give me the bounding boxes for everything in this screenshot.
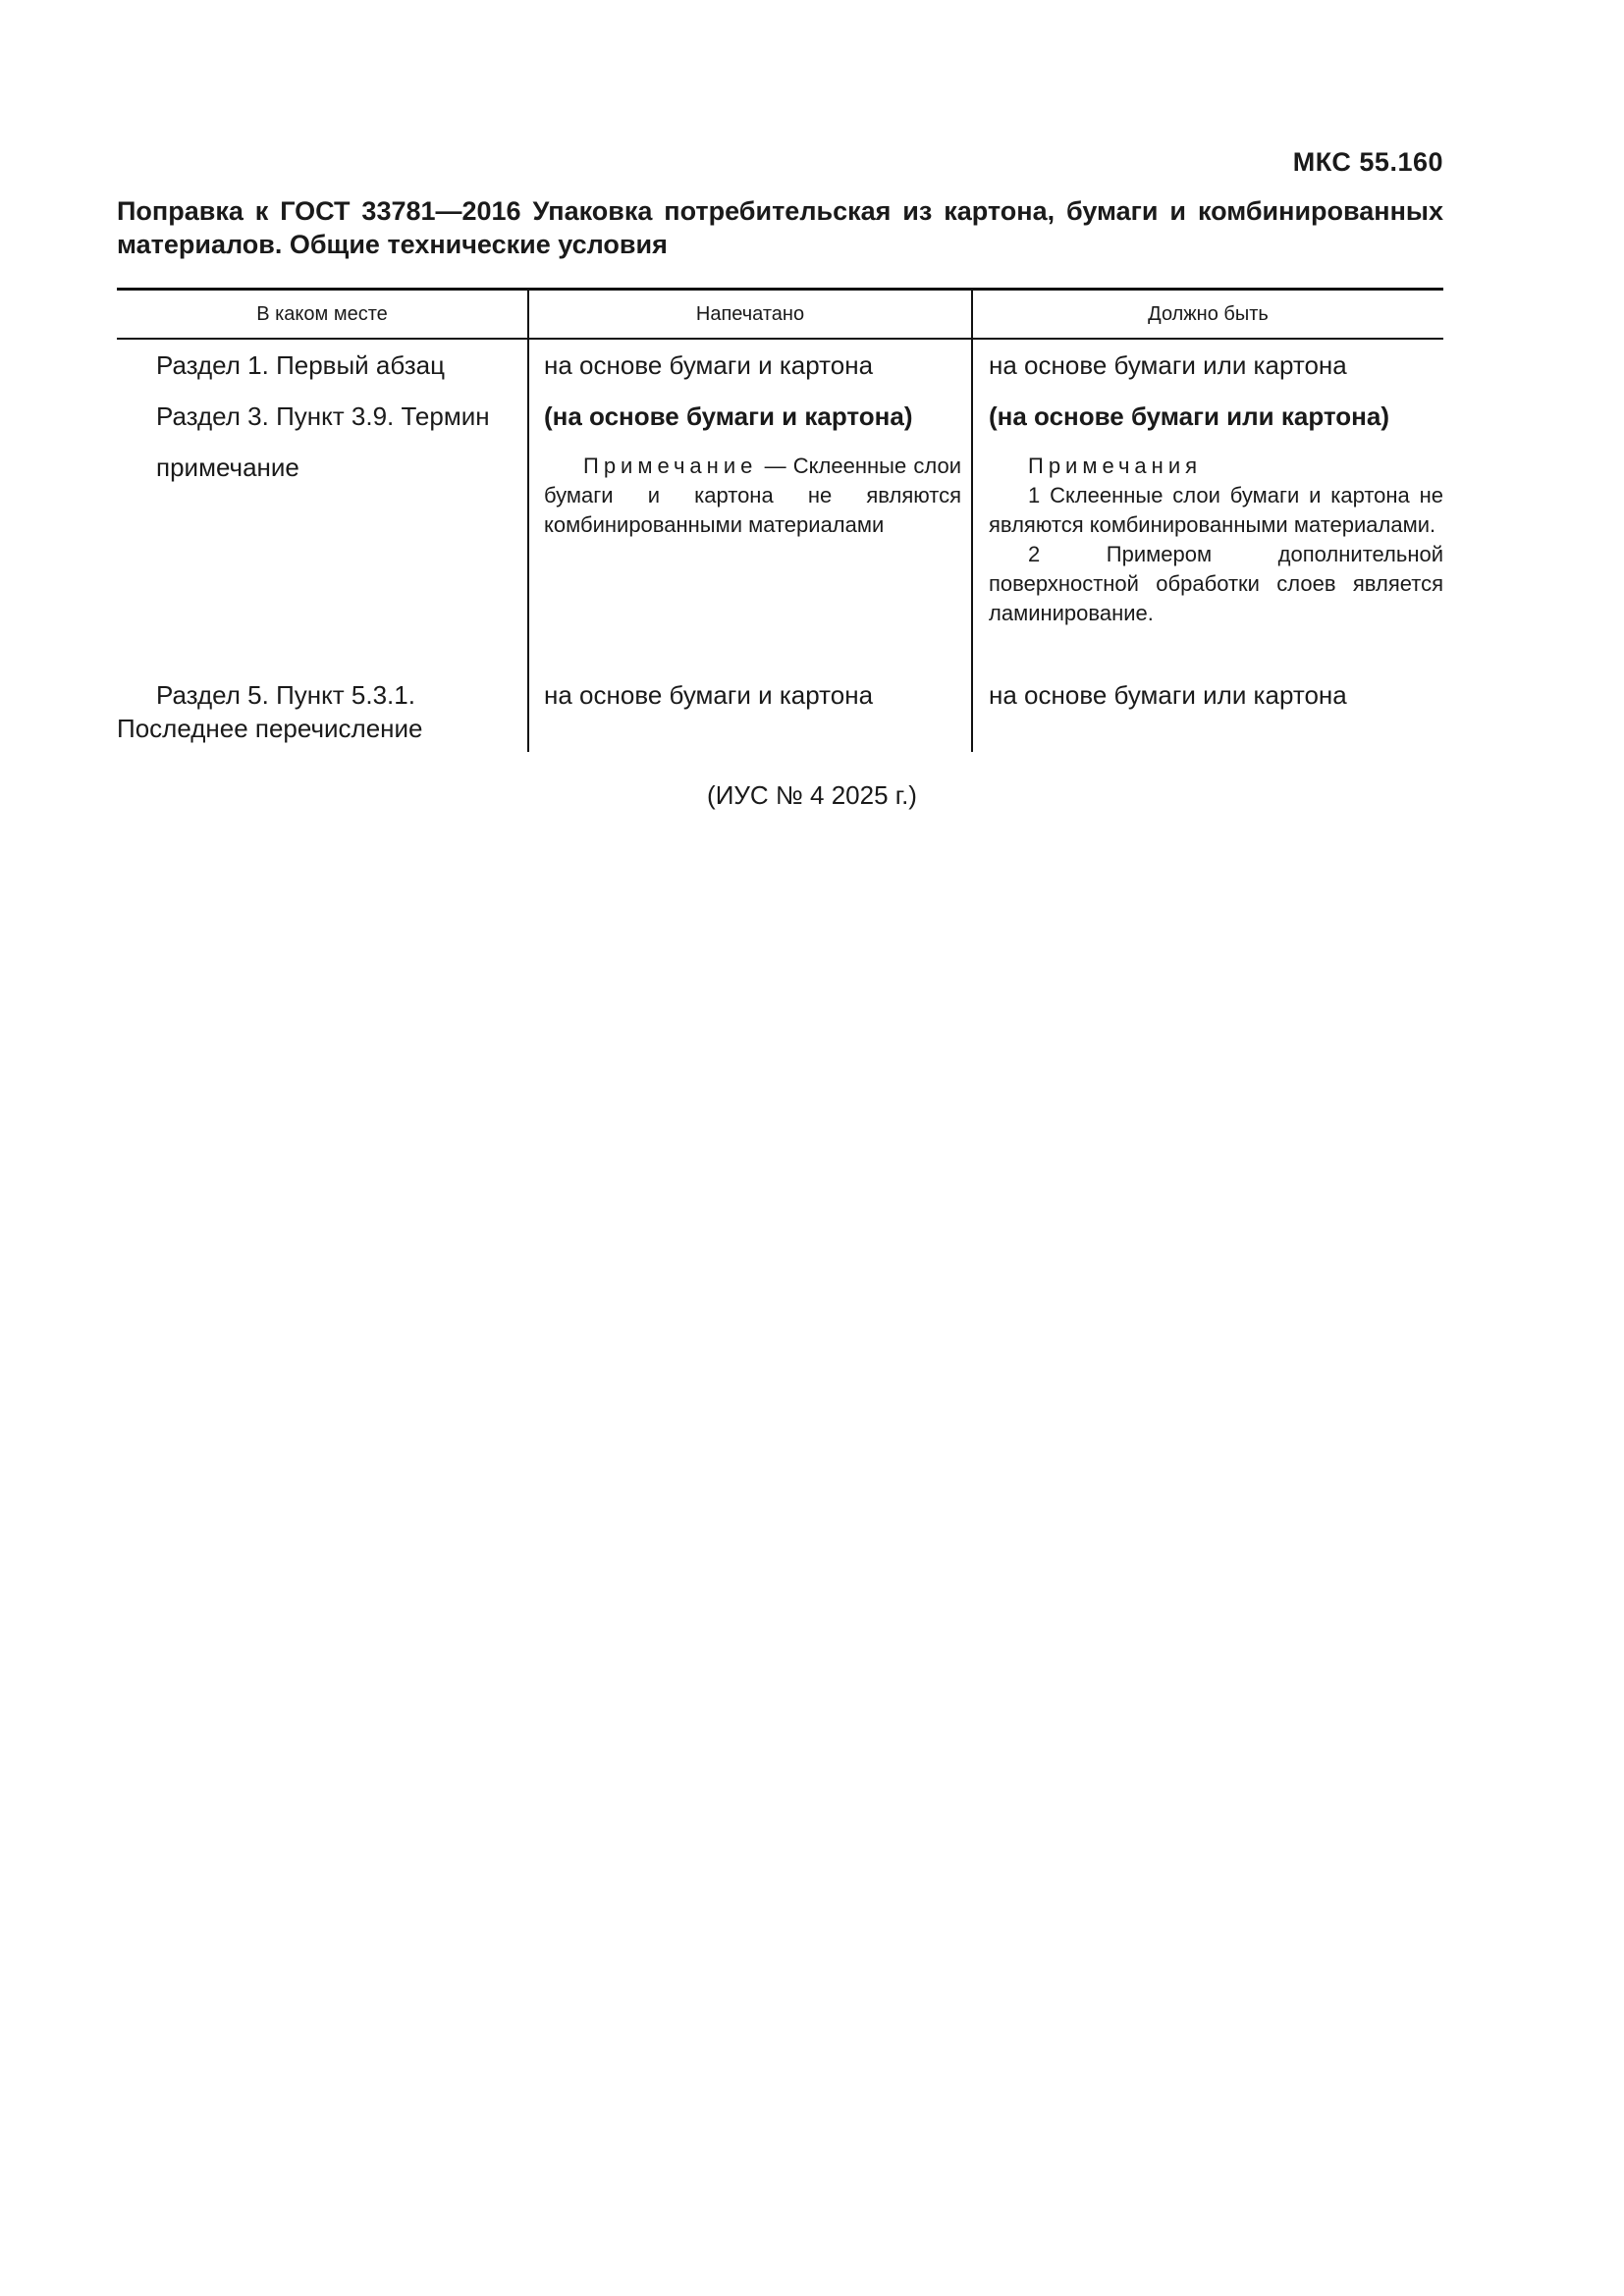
column-header-printed: Напечатано bbox=[695, 303, 805, 325]
title-line-2: материалов. Общие технические условия bbox=[117, 230, 668, 259]
row-3-place: примечание bbox=[156, 453, 299, 482]
column-header-should: Должно быть bbox=[1148, 303, 1269, 325]
row-3-should-notes bbox=[989, 452, 1443, 628]
should-note-1: 1 Склеенные слои бумаги и картона не являются комбинированными материалами. bbox=[989, 483, 1443, 537]
header-bottom-rule bbox=[117, 338, 1443, 340]
mks-code: МКС 55.160 bbox=[1292, 147, 1443, 177]
printed-note-text: — Склеенные слои бумаги и картона не являются комбинированными материалами bbox=[544, 454, 961, 537]
row-4-place: Раздел 5. Пункт 5.3.1. Последнее перечисление bbox=[117, 680, 423, 743]
row-2-should: (на основе бумаги или картона) bbox=[989, 401, 1389, 431]
source-reference: (ИУС № 4 2025 г.) bbox=[707, 780, 917, 810]
row-3-printed-note bbox=[544, 452, 961, 540]
should-note-2: 2 Примером дополнительной поверхностной обработки слоев является ламинирование. bbox=[989, 542, 1443, 625]
should-notes-label: Примечания bbox=[1028, 454, 1203, 478]
document-title bbox=[117, 194, 1443, 261]
row-2-printed: (на основе бумаги и картона) bbox=[544, 401, 913, 431]
column-header-place: В каком месте bbox=[256, 303, 388, 325]
row-1-printed: на основе бумаги и картона bbox=[544, 350, 874, 380]
row-4-should: на основе бумаги или картона bbox=[989, 680, 1347, 710]
printed-note-label: Примечание bbox=[583, 454, 758, 478]
row-1-place: Раздел 1. Первый абзац bbox=[156, 350, 445, 380]
row-1-should: на основе бумаги или картона bbox=[989, 350, 1347, 380]
row-4-printed: на основе бумаги и картона bbox=[544, 680, 874, 710]
row-2-place: Раздел 3. Пункт 3.9. Термин bbox=[156, 401, 490, 431]
column-divider-1 bbox=[527, 291, 529, 752]
column-divider-2 bbox=[971, 291, 973, 752]
title-line-1: Поправка к ГОСТ 33781—2016 Упаковка потребительская из картона, бумаги и комбинированных bbox=[117, 196, 1443, 226]
